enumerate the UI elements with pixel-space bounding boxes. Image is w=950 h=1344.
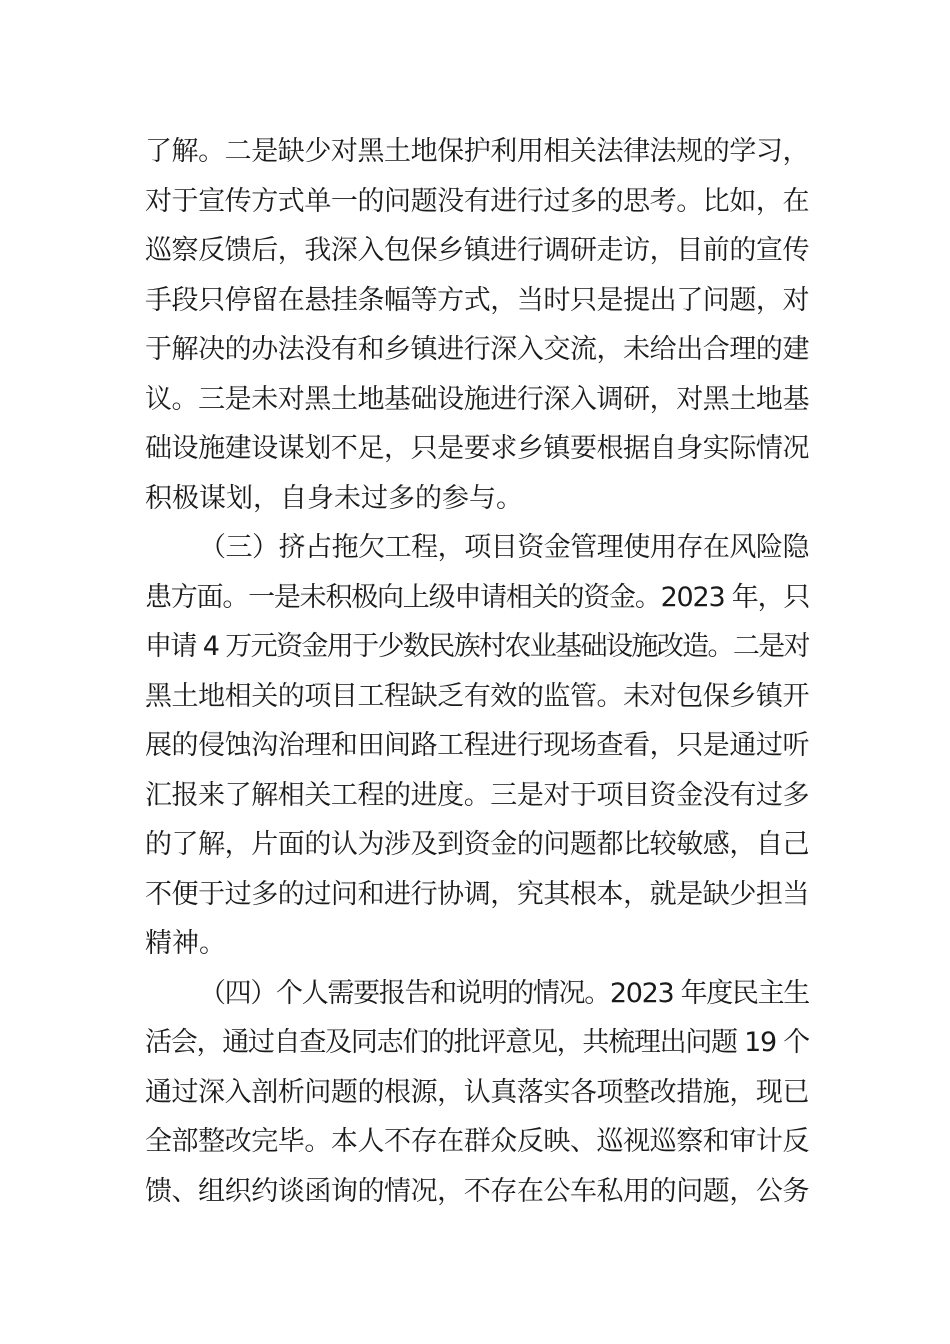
text-line: 馈、组织约谈函询的情况，不存在公车私用的问题，公务 bbox=[145, 1175, 809, 1207]
text-line: 申请 4 万元资金用于少数民族村农业基础设施改造。二是对 bbox=[145, 631, 809, 662]
text-line: 通过深入剖析问题的根源，认真落实各项整改措施，现已 bbox=[145, 1076, 809, 1108]
text-line: 础设施建设谋划不足，只是要求乡镇要根据自身实际情况 bbox=[145, 433, 809, 464]
text-line: 展的侵蚀沟治理和田间路工程进行现场查看，只是通过听 bbox=[145, 730, 809, 761]
text-line: 了解。二是缺少对黑土地保护利用相关法律法规的学习， bbox=[145, 136, 809, 167]
text-line: 不便于过多的过问和进行协调，究其根本，就是缺少担当 bbox=[145, 878, 809, 910]
text-line: 全部整改完毕。本人不存在群众反映、巡视巡察和审计反 bbox=[145, 1126, 809, 1157]
text-line: 黑土地相关的项目工程缺乏有效的监管。未对包保乡镇开 bbox=[145, 680, 809, 712]
text-line: 巡察反馈后，我深入包保乡镇进行调研走访，目前的宣传 bbox=[145, 235, 809, 266]
body-text bbox=[145, 127, 809, 1216]
text-line: 对于宣传方式单一的问题没有进行过多的思考。比如，在 bbox=[145, 185, 809, 217]
section-heading-line: （四）个人需要报告和说明的情况。2023 年度民主生 bbox=[199, 977, 809, 1009]
text-line: 积极谋划，自身未过多的参与。 bbox=[145, 482, 523, 514]
text-line: 于解决的办法没有和乡镇进行深入交流，未给出合理的建 bbox=[145, 334, 809, 365]
text-line: 的了解，片面的认为涉及到资金的问题都比较敏感，自己 bbox=[145, 829, 809, 860]
text-line: 议。三是未对黑土地基础设施进行深入调研，对黑土地基 bbox=[145, 383, 809, 415]
section-heading-line: （三）挤占拖欠工程，项目资金管理使用存在风险隐 bbox=[199, 532, 809, 563]
text-line: 精神。 bbox=[145, 928, 226, 959]
text-line: 患方面。一是未积极向上级申请相关的资金。2023 年，只 bbox=[145, 581, 809, 613]
text-line: 手段只停留在悬挂条幅等方式，当时只是提出了问题，对 bbox=[145, 284, 809, 316]
text-line: 活会，通过自查及同志们的批评意见，共梳理出问题 19 个 bbox=[145, 1027, 809, 1058]
text-line: 汇报来了解相关工程的进度。三是对于项目资金没有过多 bbox=[145, 779, 809, 811]
